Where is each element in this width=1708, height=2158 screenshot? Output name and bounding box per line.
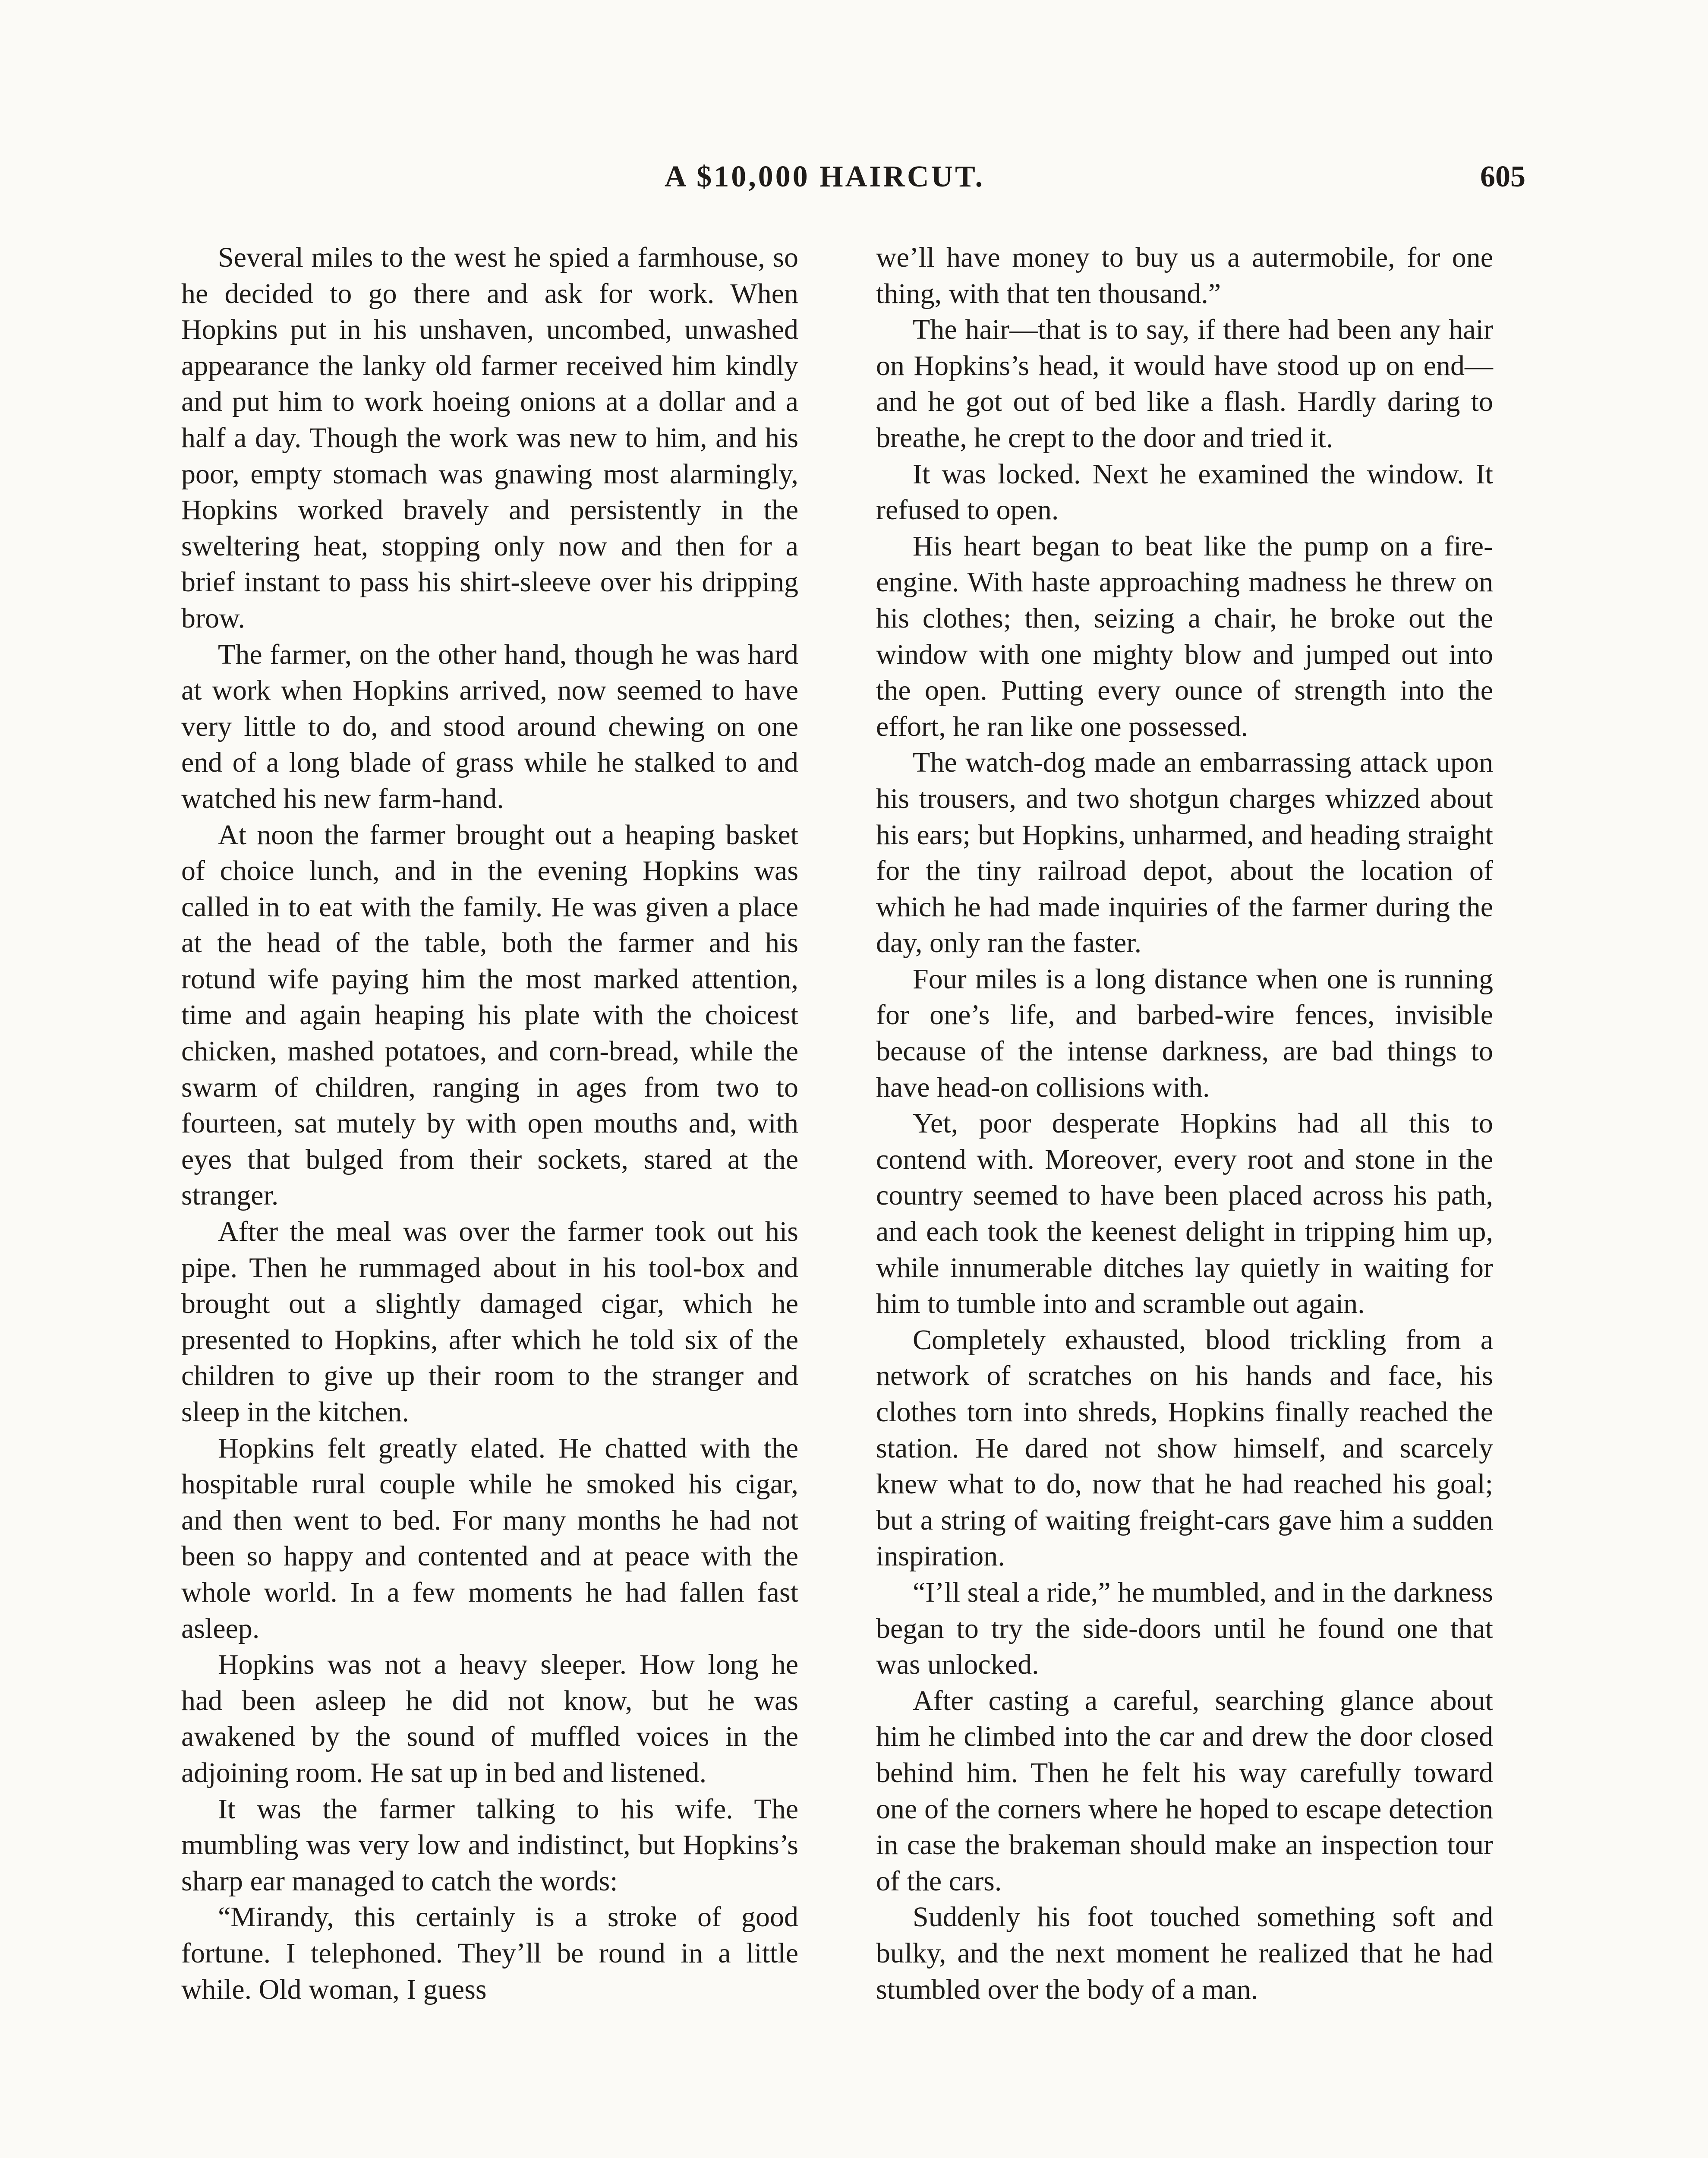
paragraph: Four miles is a long distance when one is running for one’s life, and barbed-wire fences, invisible because of the intense darkness, are bad things to have head-on collisions with.	[876, 963, 1493, 1103]
paragraph: The watch-dog made an embarrassing attack upon his trousers, and two shotgun charges whizzed about his ears; but Hopkins, unharmed, and heading straight for the tiny railroad depot, about the location of which he had made inquiries of the farmer during the day, only ran the faster.	[876, 747, 1493, 959]
paragraph: Hopkins was not a heavy sleeper. How long he had been asleep he did not know, but he was awakened by the sound of muffled voices in the adjoining room. He sat up in bed and listened.	[181, 1649, 798, 1789]
paragraph: After casting a careful, searching glance about him he climbed into the car and drew the door closed behind him. Then he felt his way carefully toward one of the corners where he hoped to escape detection in case the brakeman should make an inspection tour of the cars.	[876, 1685, 1493, 1897]
paragraph: “Mirandy, this certainly is a stroke of good fortune. I telephoned. They’ll be round in a little while. Old woman, I guess	[181, 1901, 798, 2005]
paragraph: Yet, poor desperate Hopkins had all this to contend with. Moreover, every root and stone in the country seemed to have been placed across his path, and each took the keenest delight in tripping him up, while innumerable ditches lay quietly in waiting for him to tumble into and scramble out again.	[876, 1107, 1493, 1320]
paragraph: Hopkins felt greatly elated. He chatted with the hospitable rural couple while he smoked his cigar, and then went to bed. For many months he had not been so happy and contented and at peace with the whole world. In a few moments he had fallen fast asleep.	[181, 1432, 798, 1644]
paragraph: It was the farmer talking to his wife. The mumbling was very low and indistinct, but Hopkins’s sharp ear managed to catch the words:	[181, 1793, 798, 1897]
running-head-title: A $10,000 HAIRCUT.	[665, 160, 985, 193]
page-number: 605	[1480, 160, 1525, 193]
paragraph: His heart began to beat like the pump on a fire-engine. With haste approaching madness he threw on his clothes; then, seizing a chair, he broke out the window with one mighty blow and jumped out into the open. Putting every ounce of strength into the effort, he ran like one possessed.	[876, 530, 1493, 742]
right-column	[876, 240, 1493, 2007]
paragraph: Completely exhausted, blood trickling from a network of scratches on his hands and face, his clothes torn into shreds, Hopkins finally reached the station. He dared not show himself, and scarcely knew what to do, now that he had reached his goal; but a string of waiting freight-cars gave him a sudden inspiration.	[876, 1324, 1493, 1572]
paragraph-continuation: we’ll have money to buy us a autermobile, for one thing, with that ten thousand.”	[876, 242, 1493, 309]
left-column	[181, 240, 798, 2007]
paragraph: The hair—that is to say, if there had been any hair on Hopkins’s head, it would have stood up on end—and he got out of bed like a flash. Hardly daring to breathe, he crept to the door and tried it.	[876, 314, 1493, 454]
paragraph: Suddenly his foot touched something soft and bulky, and the next moment he realized that he had stumbled over the body of a man.	[876, 1901, 1493, 2005]
paragraph: The farmer, on the other hand, though he was hard at work when Hopkins arrived, now seemed to have very little to do, and stood around chewing on one end of a long blade of grass while he stalked to and watched his new farm-hand.	[181, 638, 798, 814]
paragraph: Several miles to the west he spied a farmhouse, so he decided to go there and ask for work. When Hopkins put in his unshaven, uncombed, unwashed appearance the lanky old farmer received him kindly and put him to work hoeing onions at a dollar and a half a day. Though the work was new to him, and his poor, empty stomach was gnawing most alarmingly, Hopkins worked bravely and persistently in the sweltering heat, stopping only now and then for a brief instant to pass his shirt-sleeve over his dripping brow.	[181, 242, 798, 634]
paragraph: After the meal was over the farmer took out his pipe. Then he rummaged about in his tool-box and brought out a slightly damaged cigar, which he presented to Hopkins, after which he told six of the children to give up their room to the stranger and sleep in the kitchen.	[181, 1216, 798, 1428]
paragraph: At noon the farmer brought out a heaping basket of choice lunch, and in the evening Hopkins was called in to eat with the family. He was given a place at the head of the table, both the farmer and his rotund wife paying him the most marked attention, time and again heaping his plate with the choicest chicken, mashed potatoes, and corn-bread, while the swarm of children, ranging in ages from two to fourteen, sat mutely by with open mouths and, with eyes that bulged from their sockets, stared at the stranger.	[181, 819, 798, 1212]
paragraph: It was locked. Next he examined the window. It refused to open.	[876, 458, 1493, 526]
paragraph: “I’ll steal a ride,” he mumbled, and in the darkness began to try the side-doors until he found one that was unlocked.	[876, 1576, 1493, 1681]
